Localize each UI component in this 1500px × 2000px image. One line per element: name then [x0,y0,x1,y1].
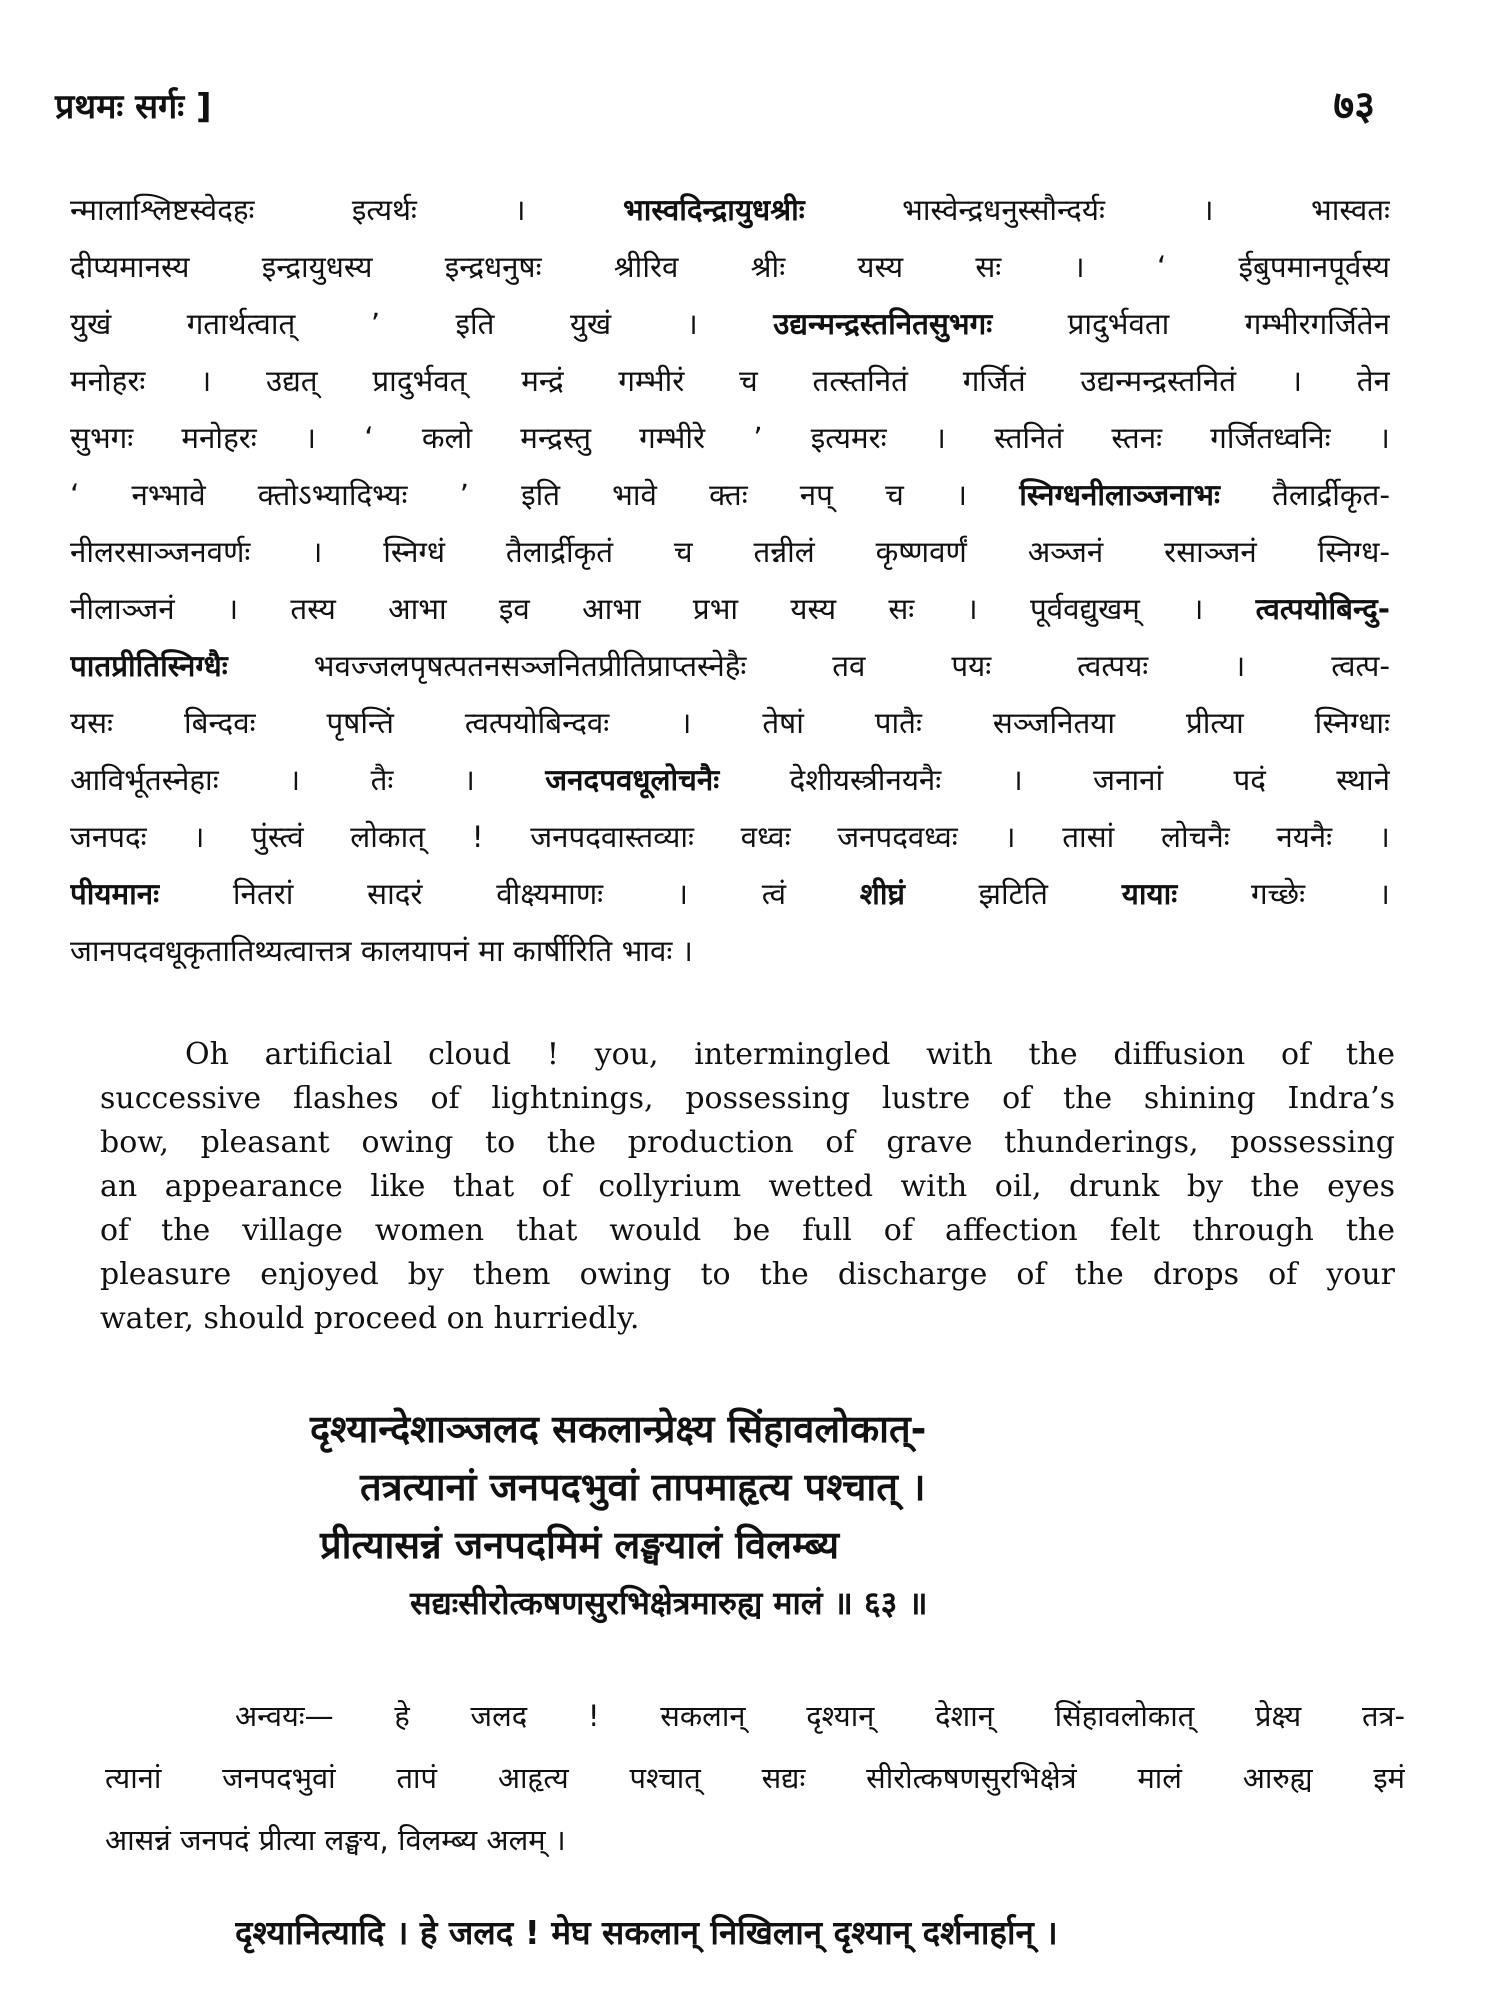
verse-line: प्रीत्यासन्नं जनपदमिमं लङ्घयालं विलम्ब्य [320,1523,840,1567]
commentary-line: मनोहरः । उद्यत् प्रादुर्भवत् मन्द्रं गम्भीरं च तत्स्तनितं गर्जितं उद्यन्मन्द्रस्तनितं । तेन [70,364,1390,398]
anvaya-line: अन्वयः— हे जलद ! सकलान् दृश्यान् देशान् सिंहावलोकात् प्रेक्ष्य तत्र- [235,1699,1405,1733]
translation-line: Oh artificial cloud ! you, intermingled with the diffusion of the [185,1037,1395,1072]
english-translation [100,1033,1395,1341]
commentary-line: पातप्रीतिस्निग्धैः भवज्जलपृषत्पतनसञ्जनितप्रीतिप्राप्तस्नेहैः तव पयः त्वत्पयः । त्वत्प- [70,649,1390,683]
verse-block [0,1400,1500,1632]
commentary-line: नीलाञ्जनं । तस्य आभा इव आभा प्रभा यस्य सः । पूर्ववद्युखम् । त्वत्पयोबिन्दु- [70,592,1390,626]
commentary-line: आविर्भूतस्नेहाः । तैः । जनदपवधूलोचनैः देशीयस्त्रीनयनैः । जनानां पदं स्थाने [70,763,1390,797]
commentary-line: युखं गतार्थत्वात् ’ इति युखं । उद्यन्मन्द्रस्तनितसुभगः प्रादुर्भवता गम्भीरगर्जितेन [70,307,1390,341]
translation-line: of the village women that would be full of affection felt through the [100,1213,1395,1248]
verse-line: दृश्यान्देशाञ्जलद सकलान्प्रेक्ष्य सिंहावलोकात्- [310,1407,927,1451]
anvaya-prose-order [105,1685,1405,1871]
verse-line: सद्यःसीरोत्कषणसुरभिक्षेत्रमारुह्य मालं ॥ ६३ ॥ [410,1584,928,1622]
commentary-line: दीप्यमानस्य इन्द्रायुधस्य इन्द्रधनुषः श्रीरिव श्रीः यस्य सः । ‘ ईबुपमानपूर्वस्य [70,250,1390,284]
anvaya-line: त्यानां जनपदभुवां तापं आहृत्य पश्चात् सद्यः सीरोत्कषणसुरभिक्षेत्रं मालं आरुह्य इमं [105,1761,1405,1795]
commentary-line: जानपदवधूकृतातिथ्यत्वात्तत्र कालयापनं मा कार्षीरिति भावः । [70,934,693,968]
commentary-line: पीयमानः नितरां सादरं वीक्ष्यमाणः । त्वं शीघ्रं झटिति यायाः गच्छेः । [70,877,1390,911]
page-header [55,82,1375,132]
running-head: प्रथमः सर्गः ] [55,87,212,127]
commentary-line: सुभगः मनोहरः । ‘ कलो मन्द्रस्तु गम्भीरे ’ इत्यमरः । स्तनितं स्तनः गर्जितध्वनिः । [70,421,1390,455]
translation-line: successive flashes of lightnings, possessing lustre of the shining Indra’s [100,1081,1395,1116]
translation-line: an appearance like that of collyrium wetted with oil, drunk by the eyes [100,1169,1395,1204]
commentary-line: नीलरसाञ्जनवर्णः । स्निग्धं तैलार्द्रीकृतं च तन्नीलं कृष्णवर्णं अञ्जनं रसाञ्जनं स्निग्ध- [70,535,1390,569]
commentary-line: यसः बिन्दवः पृषन्तिं त्वत्पयोबिन्दवः । तेषां पातैः सञ्जनितया प्रीत्या स्निग्धाः [70,706,1390,740]
page-number: ७३ [1333,83,1375,129]
verse-line: तत्रत्यानां जनपदभुवां तापमाहृत्य पश्चात् । [360,1465,926,1509]
commentary-line: ‘ नभ्भावे क्तोऽभ्यादिभ्यः ’ इति भावे क्तः नप् च । स्निग्धनीलाञ्जनाभः तैलार्द्रीकृत- [70,478,1390,512]
sanskrit-commentary [70,182,1390,980]
commentary-line: न्मालाश्लिष्टस्वेदहः इत्यर्थः । भास्वदिन्द्रायुधश्रीः भास्वेन्द्रधनुस्सौन्दर्यः । भास्वतः [70,193,1390,227]
anvaya-line: आसन्नं जनपदं प्रीत्या लङ्घय, विलम्ब्य अलम् । [105,1823,566,1857]
commentary-start-line: दृश्यानित्यादि । हे जलद ! मेघ सकलान् निखिलान् दृश्यान् दर्शनार्हान् । [235,1913,1058,1952]
commentary-line: जनपदः । पुंस्त्वं लोकात् ! जनपदवास्तव्याः वध्वः जनपदवध्वः । तासां लोचनैः नयनैः । [70,820,1390,854]
translation-line: bow, pleasant owing to the production of grave thunderings, possessing [100,1125,1395,1160]
translation-line: water, should proceed on hurriedly. [100,1301,640,1336]
translation-line: pleasure enjoyed by them owing to the discharge of the drops of your [100,1257,1395,1292]
